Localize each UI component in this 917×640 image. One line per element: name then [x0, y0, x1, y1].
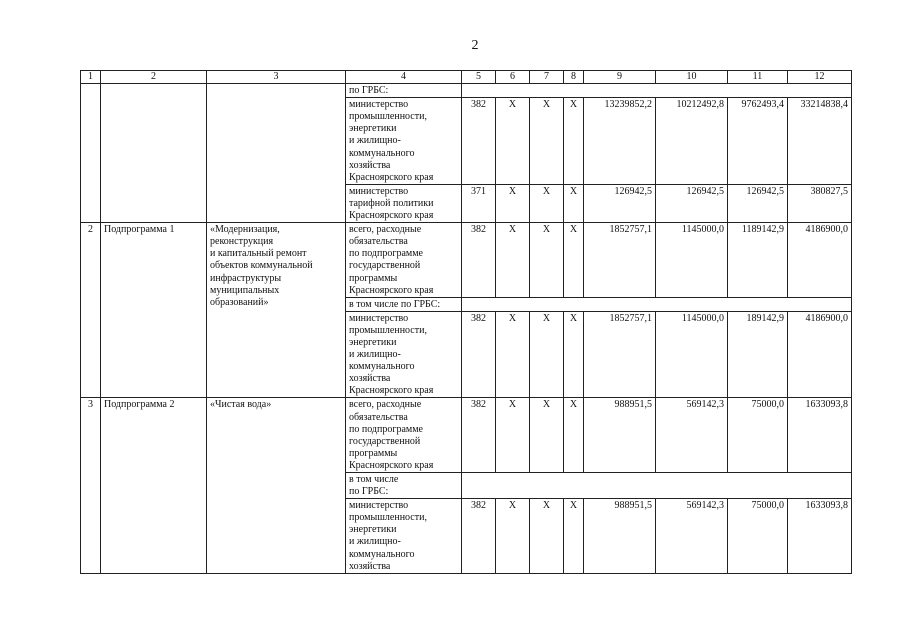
total-amount: 1633093,8 — [788, 499, 852, 574]
col-header: 11 — [728, 71, 788, 84]
grbs-label: по ГРБС: — [346, 84, 462, 98]
year3-amount: 75000,0 — [728, 398, 788, 473]
csr-cell: X — [530, 499, 564, 574]
total-amount: 4186900,0 — [788, 223, 852, 298]
grbs-label: в том числе по ГРБС: — [346, 473, 462, 499]
header-row — [81, 71, 852, 84]
csr-cell: X — [530, 398, 564, 473]
program-name-cell: «Модернизация, реконструкция и капитальный ремонт объектов коммунальной инфраструктуры муниципальных образований» — [207, 223, 346, 398]
grbs-name: всего, расходные обязательства по подпрограмме государственной программы Красноярского края — [346, 398, 462, 473]
col-header: 2 — [101, 71, 207, 84]
rzpr-cell: X — [496, 184, 530, 222]
program-name-cell — [207, 84, 346, 223]
col-header: 12 — [788, 71, 852, 84]
total-amount: 33214838,4 — [788, 98, 852, 185]
vr-cell: X — [564, 184, 584, 222]
csr-cell: X — [530, 311, 564, 398]
grbs-code: 371 — [462, 184, 496, 222]
grbs-code: 382 — [462, 398, 496, 473]
col-header: 5 — [462, 71, 496, 84]
rzpr-cell: X — [496, 223, 530, 298]
rzpr-cell: X — [496, 398, 530, 473]
status-cell: Подпрограмма 2 — [101, 398, 207, 573]
year3-amount: 126942,5 — [728, 184, 788, 222]
year3-amount: 9762493,4 — [728, 98, 788, 185]
vr-cell: X — [564, 98, 584, 185]
vr-cell: X — [564, 311, 584, 398]
table-row — [81, 84, 852, 98]
row-number-cell — [81, 84, 101, 223]
year1-amount: 1852757,1 — [584, 223, 656, 298]
col-header: 7 — [530, 71, 564, 84]
rzpr-cell: X — [496, 98, 530, 185]
grbs-label: в том числе по ГРБС: — [346, 297, 462, 311]
grbs-code: 382 — [462, 499, 496, 574]
grbs-name: министерство промышленности, энергетики и жилищно- коммунального хозяйства Красноярского края — [346, 98, 462, 185]
table-row — [81, 223, 852, 298]
year1-amount: 13239852,2 — [584, 98, 656, 185]
year1-amount: 988951,5 — [584, 398, 656, 473]
empty-cell — [462, 297, 852, 311]
col-header: 4 — [346, 71, 462, 84]
year2-amount: 10212492,8 — [656, 98, 728, 185]
rzpr-cell: X — [496, 499, 530, 574]
grbs-name: всего, расходные обязательства по подпрограмме государственной программы Красноярского края — [346, 223, 462, 298]
grbs-code: 382 — [462, 311, 496, 398]
budget-table — [80, 70, 852, 574]
col-header: 3 — [207, 71, 346, 84]
status-cell — [101, 84, 207, 223]
row-number-cell: 3 — [81, 398, 101, 573]
vr-cell: X — [564, 223, 584, 298]
grbs-name: министерство промышленности, энергетики и жилищно- коммунального хозяйства — [346, 499, 462, 574]
empty-cell — [462, 84, 852, 98]
total-amount: 1633093,8 — [788, 398, 852, 473]
grbs-name: министерство тарифной политики Красноярского края — [346, 184, 462, 222]
csr-cell: X — [530, 98, 564, 185]
year2-amount: 569142,3 — [656, 499, 728, 574]
year2-amount: 569142,3 — [656, 398, 728, 473]
total-amount: 380827,5 — [788, 184, 852, 222]
year1-amount: 1852757,1 — [584, 311, 656, 398]
rzpr-cell: X — [496, 311, 530, 398]
status-cell: Подпрограмма 1 — [101, 223, 207, 398]
year1-amount: 126942,5 — [584, 184, 656, 222]
year1-amount: 988951,5 — [584, 499, 656, 574]
year3-amount: 1189142,9 — [728, 223, 788, 298]
csr-cell: X — [530, 184, 564, 222]
year2-amount: 126942,5 — [656, 184, 728, 222]
table-row — [81, 398, 852, 473]
program-name-cell: «Чистая вода» — [207, 398, 346, 573]
year2-amount: 1145000,0 — [656, 223, 728, 298]
grbs-code: 382 — [462, 98, 496, 185]
row-number-cell: 2 — [81, 223, 101, 398]
year3-amount: 75000,0 — [728, 499, 788, 574]
total-amount: 4186900,0 — [788, 311, 852, 398]
col-header: 6 — [496, 71, 530, 84]
year2-amount: 1145000,0 — [656, 311, 728, 398]
grbs-code: 382 — [462, 223, 496, 298]
grbs-name: министерство промышленности, энергетики и жилищно- коммунального хозяйства Красноярского края — [346, 311, 462, 398]
csr-cell: X — [530, 223, 564, 298]
empty-cell — [462, 473, 852, 499]
col-header: 1 — [81, 71, 101, 84]
page-number: 2 — [471, 38, 479, 53]
col-header: 10 — [656, 71, 728, 84]
vr-cell: X — [564, 398, 584, 473]
year3-amount: 189142,9 — [728, 311, 788, 398]
col-header: 9 — [584, 71, 656, 84]
vr-cell: X — [564, 499, 584, 574]
col-header: 8 — [564, 71, 584, 84]
